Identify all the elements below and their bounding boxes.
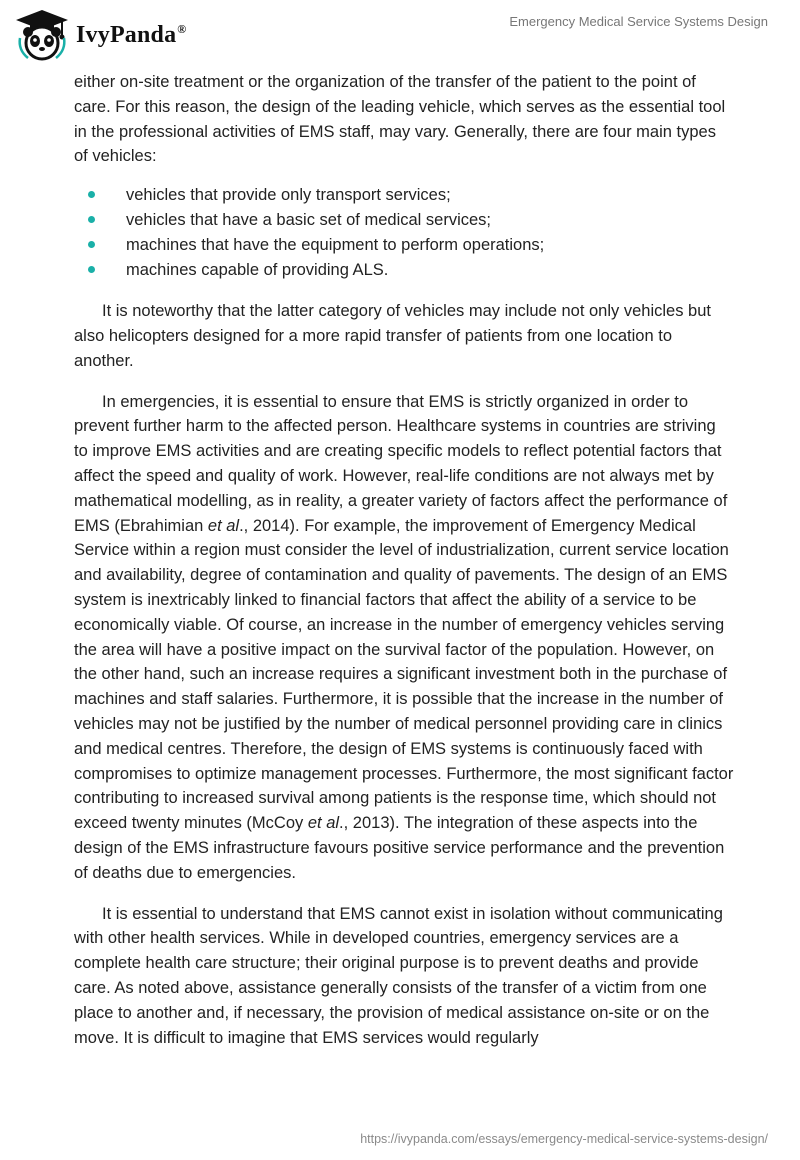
vehicle-types-list	[74, 183, 734, 283]
paragraph: In emergencies, it is essential to ensure that EMS is strictly organized in order to prevent further harm to the affected person. Healthcare systems in countries are striving to improve EMS activities and are creating specific models to reflect potential factors that affect the speed and quality of work. However, real-life conditions are not always met by mathematical modelling, as in reality, a greater variety of factors affect the performance of EMS (Ebrahimian et al., 2014). For example, the improvement of Emergency Medical Service within a region must consider the level of industrialization, current service location and availability, degree of contamination and quality of pavements. The design of an EMS system is inextricably linked to financial factors that affect the ability of a service to be economically viable. Of course, an increase in the number of emergency vehicles serving the area will have a positive impact on the survival factor of the population. However, on the other hand, such an increase requires a significant investment both in the purchase of machines and staff salaries. Furthermore, it is possible that the increase in the number of vehicles may not be justified by the number of medical personnel providing care in clinics and medical centres. Therefore, the design of EMS systems is continuously faced with compromises to optimize management processes. Furthermore, the most significant factor contributing to increased survival among patients is the response time, which should not exceed twenty minutes (McCoy et al., 2013). The integration of these aspects into the design of the EMS infrastructure favours positive service performance and the prevention of deaths due to emergencies.	[74, 392, 734, 882]
bullet-dot-icon	[88, 266, 95, 273]
bullet-dot-icon	[88, 216, 95, 223]
brand-name: IvyPanda®	[76, 21, 187, 48]
paragraph: either on-site treatment or the organization of the transfer of the patient to the point of care. For this reason, the design of the leading vehicle, which serves as the essential tool in the professional activities of EMS staff, may vary. Generally, there are four main types of vehicles:	[74, 73, 726, 166]
bullet-dot-icon	[88, 241, 95, 248]
source-url-link[interactable]: https://ivypanda.com/essays/emergency-medical-service-systems-design/	[360, 1132, 768, 1146]
page-header	[0, 0, 800, 72]
paragraph: It is essential to understand that EMS cannot exist in isolation without communicating with other health services. While in developed countries, emergency services are a complete health care structure; their original purpose is to prevent deaths and provide care. As noted above, assistance generally consists of the transfer of a victim from one place to another and, if necessary, the provision of medical assistance on-site or on the move. It is difficult to imagine that EMS services would regularly	[74, 904, 723, 1047]
list-item: vehicles that provide only transport services;	[74, 183, 734, 208]
list-item: vehicles that have a basic set of medical services;	[74, 208, 734, 233]
essay-body	[74, 70, 734, 1066]
list-item: machines capable of providing ALS.	[74, 258, 734, 283]
ivypanda-logo[interactable]	[14, 8, 186, 62]
document-title: Emergency Medical Service Systems Design	[509, 14, 768, 29]
panda-graduate-icon	[14, 8, 70, 62]
bullet-dot-icon	[88, 191, 95, 198]
paragraph: It is noteworthy that the latter category of vehicles may include not only vehicles but also helicopters designed for a more rapid transfer of patients from one location to another.	[74, 302, 711, 370]
list-item: machines that have the equipment to perform operations;	[74, 233, 734, 258]
